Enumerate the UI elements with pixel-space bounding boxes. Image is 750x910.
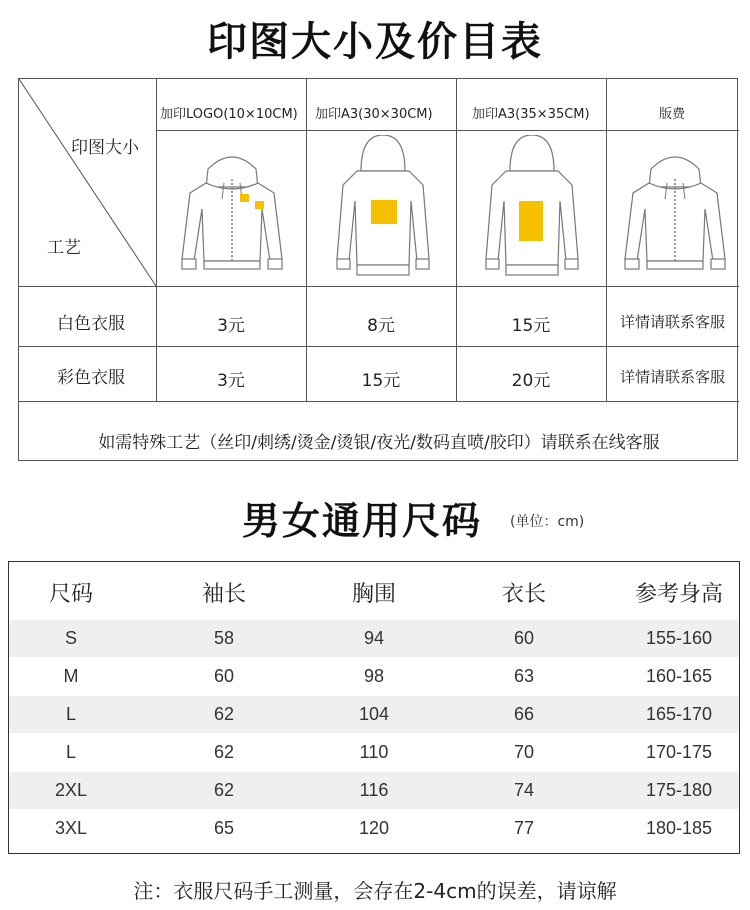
row-label-white: 白色衣服 [57,314,125,334]
hoodie-back-a3-30-illustration [335,135,431,279]
header-height: 参考身高 [634,581,723,607]
cell-chest: 104 [358,704,390,724]
cell-sleeve: 62 [213,780,235,800]
price-colored-plate-fee: 详情请联系客服 [619,368,725,386]
cell-chest: 110 [359,742,389,762]
logo-print-right [255,201,264,209]
cell-height: 165-170 [645,704,713,724]
cell-height: 160-165 [645,666,713,686]
cell-chest: 98 [363,666,385,686]
price-white-logo: 3元 [217,316,245,336]
cell-sleeve: 65 [213,818,235,838]
cell-chest: 116 [359,780,389,800]
cell-size: M [63,666,79,686]
cell-sleeve: 58 [213,628,235,648]
cell-length: 74 [513,780,535,800]
header-sleeve: 袖长 [201,581,246,607]
size-unit: (单位：cm) [510,514,585,530]
col-header-plate-fee: 版费 [659,107,686,122]
header-length: 衣长 [501,581,546,607]
cell-length: 70 [513,742,535,762]
price-white-a3-35: 15元 [511,316,551,336]
price-colored-a3-30: 15元 [361,371,401,391]
cell-sleeve: 60 [213,666,235,686]
corner-label-print-size: 印图大小 [71,138,139,158]
cell-height: 175-180 [645,780,713,800]
cell-length: 77 [513,818,535,838]
hoodie-zip-logo-illustration [178,149,286,275]
cell-sleeve: 62 [213,742,235,762]
cell-size: 3XL [54,818,88,838]
size-table-header [9,570,739,614]
cell-length: 63 [513,666,535,686]
logo-print-left [240,194,249,202]
table-row [9,734,739,771]
price-table [18,78,738,461]
table-row [9,658,739,695]
col-header-logo: 加印LOGO(10×10CM) [160,107,298,122]
special-craft-note: 如需特殊工艺（丝印/刺绣/烫金/烫银/夜光/数码直喷/胶印）请联系在线客服 [98,433,660,453]
price-white-plate-fee: 详情请联系客服 [619,313,725,331]
print-area-30 [371,200,397,224]
cell-size: L [65,742,76,762]
table-row [9,772,739,809]
col-header-a3-30: 加印A3(30×30CM) [315,107,433,122]
cell-size: S [64,628,77,648]
table-row [9,620,739,657]
cell-height: 170-175 [645,742,713,762]
table-row [9,810,739,847]
cell-size: L [65,704,76,724]
corner-diagonal [19,79,157,287]
price-colored-a3-35: 20元 [511,371,551,391]
header-chest: 胸围 [351,581,396,607]
cell-height: 155-160 [645,628,713,648]
hoodie-zip-plain-illustration [621,149,729,275]
cell-sleeve: 62 [213,704,235,724]
cell-length: 66 [513,704,535,724]
row-label-colored: 彩色衣服 [57,368,125,388]
print-area-35 [519,201,543,241]
price-colored-logo: 3元 [217,371,245,391]
corner-label-craft: 工艺 [47,238,81,258]
cell-height: 180-185 [645,818,713,838]
page-title: 印图大小及价目表 [207,19,543,65]
hoodie-back-a3-35-illustration [484,135,580,279]
size-title: 男女通用尺码 [242,499,483,543]
measurement-footnote: 注：衣服尺码手工测量，会存在2-4cm的误差，请谅解 [133,879,617,903]
table-row [9,696,739,733]
header-size: 尺码 [48,581,93,607]
cell-length: 60 [513,628,535,648]
cell-chest: 94 [363,628,385,648]
col-header-a3-35: 加印A3(35×35CM) [472,107,590,122]
cell-size: 2XL [54,780,88,800]
size-table [8,561,740,854]
cell-chest: 120 [358,818,390,838]
price-white-a3-30: 8元 [367,316,395,336]
